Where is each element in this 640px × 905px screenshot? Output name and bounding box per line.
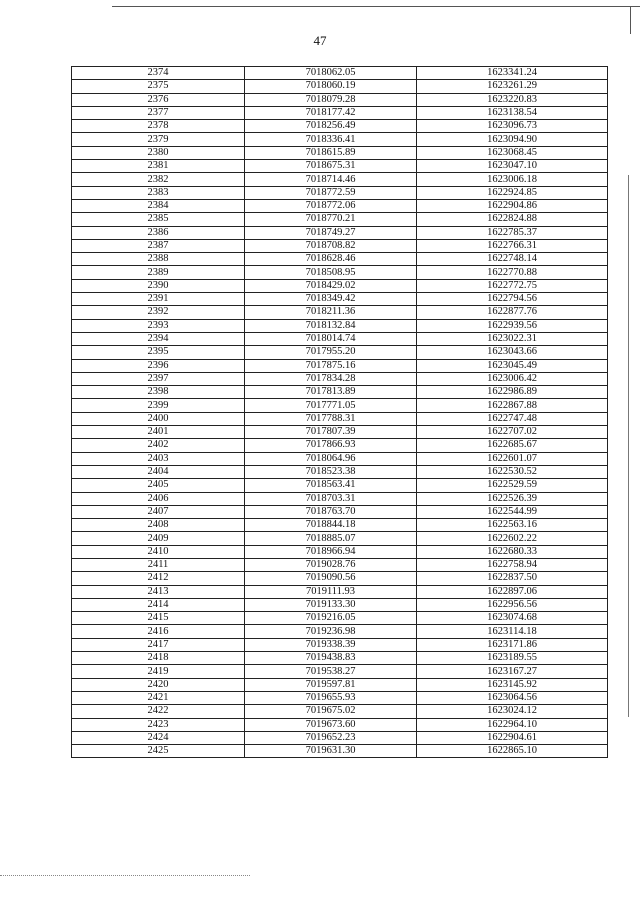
point-number-cell: 2408 — [72, 519, 245, 532]
y-coordinate-cell: 1622867.88 — [417, 399, 608, 412]
point-number-cell: 2381 — [72, 160, 245, 173]
point-number-cell: 2416 — [72, 625, 245, 638]
y-coordinate-cell: 1622877.76 — [417, 306, 608, 319]
y-coordinate-cell: 1623114.18 — [417, 625, 608, 638]
x-coordinate-cell: 7019090.56 — [245, 572, 417, 585]
table-row — [72, 173, 608, 186]
y-coordinate-cell: 1623145.92 — [417, 678, 608, 691]
point-number-cell: 2398 — [72, 386, 245, 399]
x-coordinate-cell: 7017771.05 — [245, 399, 417, 412]
y-coordinate-cell: 1622748.14 — [417, 253, 608, 266]
table-row — [72, 226, 608, 239]
table-row — [72, 678, 608, 691]
x-coordinate-cell: 7018177.42 — [245, 106, 417, 119]
x-coordinate-cell: 7018062.05 — [245, 67, 417, 80]
table-row — [72, 120, 608, 133]
x-coordinate-cell: 7019655.93 — [245, 691, 417, 704]
table-row — [72, 213, 608, 226]
table-row — [72, 266, 608, 279]
point-number-cell: 2404 — [72, 465, 245, 478]
table-row — [72, 705, 608, 718]
table-row — [72, 652, 608, 665]
point-number-cell: 2403 — [72, 452, 245, 465]
table-row — [72, 745, 608, 758]
point-number-cell: 2391 — [72, 293, 245, 306]
point-number-cell: 2383 — [72, 186, 245, 199]
x-coordinate-cell: 7018628.46 — [245, 253, 417, 266]
y-coordinate-cell: 1622766.31 — [417, 239, 608, 252]
point-number-cell: 2390 — [72, 279, 245, 292]
x-coordinate-cell: 7018749.27 — [245, 226, 417, 239]
y-coordinate-cell: 1622794.56 — [417, 293, 608, 306]
point-number-cell: 2410 — [72, 545, 245, 558]
x-coordinate-cell: 7018132.84 — [245, 319, 417, 332]
y-coordinate-cell: 1623094.90 — [417, 133, 608, 146]
point-number-cell: 2384 — [72, 199, 245, 212]
y-coordinate-cell: 1622685.67 — [417, 439, 608, 452]
y-coordinate-cell: 1622772.75 — [417, 279, 608, 292]
table-row — [72, 93, 608, 106]
table-row — [72, 585, 608, 598]
y-coordinate-cell: 1623074.68 — [417, 612, 608, 625]
point-number-cell: 2423 — [72, 718, 245, 731]
x-coordinate-cell: 7019631.30 — [245, 745, 417, 758]
y-coordinate-cell: 1623006.42 — [417, 372, 608, 385]
table-row — [72, 293, 608, 306]
x-coordinate-cell: 7018770.21 — [245, 213, 417, 226]
point-number-cell: 2409 — [72, 532, 245, 545]
y-coordinate-cell: 1623022.31 — [417, 332, 608, 345]
point-number-cell: 2379 — [72, 133, 245, 146]
point-number-cell: 2396 — [72, 359, 245, 372]
x-coordinate-cell: 7017834.28 — [245, 372, 417, 385]
y-coordinate-cell: 1623006.18 — [417, 173, 608, 186]
table-row — [72, 731, 608, 744]
point-number-cell: 2386 — [72, 226, 245, 239]
x-coordinate-cell: 7018772.59 — [245, 186, 417, 199]
point-number-cell: 2394 — [72, 332, 245, 345]
x-coordinate-cell: 7018508.95 — [245, 266, 417, 279]
y-coordinate-cell: 1622964.10 — [417, 718, 608, 731]
x-coordinate-cell: 7019438.83 — [245, 652, 417, 665]
point-number-cell: 2395 — [72, 346, 245, 359]
y-coordinate-cell: 1623024.12 — [417, 705, 608, 718]
table-row — [72, 67, 608, 80]
x-coordinate-cell: 7019236.98 — [245, 625, 417, 638]
scan-edge-line — [628, 175, 629, 717]
x-coordinate-cell: 7018256.49 — [245, 120, 417, 133]
y-coordinate-cell: 1622956.56 — [417, 598, 608, 611]
y-coordinate-cell: 1623043.66 — [417, 346, 608, 359]
x-coordinate-cell: 7019133.30 — [245, 598, 417, 611]
y-coordinate-cell: 1622837.50 — [417, 572, 608, 585]
point-number-cell: 2412 — [72, 572, 245, 585]
table-row — [72, 492, 608, 505]
footer-rule — [0, 875, 250, 876]
x-coordinate-cell: 7019673.60 — [245, 718, 417, 731]
point-number-cell: 2415 — [72, 612, 245, 625]
x-coordinate-cell: 7018714.46 — [245, 173, 417, 186]
table-row — [72, 160, 608, 173]
y-coordinate-cell: 1622986.89 — [417, 386, 608, 399]
y-coordinate-cell: 1622747.48 — [417, 412, 608, 425]
table-row — [72, 426, 608, 439]
x-coordinate-cell: 7018064.96 — [245, 452, 417, 465]
y-coordinate-cell: 1622563.16 — [417, 519, 608, 532]
table-row — [72, 479, 608, 492]
x-coordinate-cell: 7018675.31 — [245, 160, 417, 173]
point-number-cell: 2400 — [72, 412, 245, 425]
y-coordinate-cell: 1622530.52 — [417, 465, 608, 478]
x-coordinate-cell: 7019652.23 — [245, 731, 417, 744]
point-number-cell: 2380 — [72, 146, 245, 159]
x-coordinate-cell: 7017875.16 — [245, 359, 417, 372]
x-coordinate-cell: 7018763.70 — [245, 505, 417, 518]
y-coordinate-cell: 1623096.73 — [417, 120, 608, 133]
table-row — [72, 465, 608, 478]
x-coordinate-cell: 7018523.38 — [245, 465, 417, 478]
table-row — [72, 612, 608, 625]
table-row — [72, 505, 608, 518]
x-coordinate-cell: 7019028.76 — [245, 558, 417, 571]
table-row — [72, 359, 608, 372]
point-number-cell: 2397 — [72, 372, 245, 385]
page-edge-line — [630, 6, 631, 34]
y-coordinate-cell: 1622526.39 — [417, 492, 608, 505]
table-row — [72, 319, 608, 332]
point-number-cell: 2388 — [72, 253, 245, 266]
y-coordinate-cell: 1623220.83 — [417, 93, 608, 106]
table-row — [72, 572, 608, 585]
y-coordinate-cell: 1622529.59 — [417, 479, 608, 492]
x-coordinate-cell: 7019111.93 — [245, 585, 417, 598]
point-number-cell: 2387 — [72, 239, 245, 252]
point-number-cell: 2401 — [72, 426, 245, 439]
x-coordinate-cell: 7017788.31 — [245, 412, 417, 425]
point-number-cell: 2420 — [72, 678, 245, 691]
x-coordinate-cell: 7018429.02 — [245, 279, 417, 292]
point-number-cell: 2414 — [72, 598, 245, 611]
table-row — [72, 439, 608, 452]
point-number-cell: 2378 — [72, 120, 245, 133]
point-number-cell: 2422 — [72, 705, 245, 718]
y-coordinate-cell: 1623138.54 — [417, 106, 608, 119]
y-coordinate-cell: 1622680.33 — [417, 545, 608, 558]
table-row — [72, 452, 608, 465]
y-coordinate-cell: 1622770.88 — [417, 266, 608, 279]
y-coordinate-cell: 1623341.24 — [417, 67, 608, 80]
point-number-cell: 2392 — [72, 306, 245, 319]
y-coordinate-cell: 1622897.06 — [417, 585, 608, 598]
x-coordinate-cell: 7018885.07 — [245, 532, 417, 545]
table-row — [72, 718, 608, 731]
table-row — [72, 386, 608, 399]
x-coordinate-cell: 7018079.28 — [245, 93, 417, 106]
x-coordinate-cell: 7018844.18 — [245, 519, 417, 532]
x-coordinate-cell: 7018563.41 — [245, 479, 417, 492]
table-row — [72, 239, 608, 252]
point-number-cell: 2418 — [72, 652, 245, 665]
point-number-cell: 2377 — [72, 106, 245, 119]
y-coordinate-cell: 1623047.10 — [417, 160, 608, 173]
table-row — [72, 412, 608, 425]
x-coordinate-cell: 7017955.20 — [245, 346, 417, 359]
top-rule — [112, 6, 640, 7]
y-coordinate-cell: 1623064.56 — [417, 691, 608, 704]
table-row — [72, 106, 608, 119]
coordinates-table — [71, 66, 608, 758]
x-coordinate-cell: 7018336.41 — [245, 133, 417, 146]
x-coordinate-cell: 7019597.81 — [245, 678, 417, 691]
table-row — [72, 665, 608, 678]
table-row — [72, 372, 608, 385]
y-coordinate-cell: 1622601.07 — [417, 452, 608, 465]
coordinates-table-body — [72, 67, 608, 758]
table-row — [72, 625, 608, 638]
x-coordinate-cell: 7017866.93 — [245, 439, 417, 452]
point-number-cell: 2407 — [72, 505, 245, 518]
table-row — [72, 306, 608, 319]
point-number-cell: 2406 — [72, 492, 245, 505]
x-coordinate-cell: 7019338.39 — [245, 638, 417, 651]
point-number-cell: 2421 — [72, 691, 245, 704]
y-coordinate-cell: 1623261.29 — [417, 80, 608, 93]
y-coordinate-cell: 1622707.02 — [417, 426, 608, 439]
table-row — [72, 279, 608, 292]
point-number-cell: 2375 — [72, 80, 245, 93]
table-row — [72, 691, 608, 704]
x-coordinate-cell: 7018708.82 — [245, 239, 417, 252]
x-coordinate-cell: 7017813.89 — [245, 386, 417, 399]
table-row — [72, 199, 608, 212]
page-number: 47 — [313, 33, 327, 48]
x-coordinate-cell: 7018211.36 — [245, 306, 417, 319]
point-number-cell: 2374 — [72, 67, 245, 80]
y-coordinate-cell: 1623171.86 — [417, 638, 608, 651]
table-row — [72, 519, 608, 532]
point-number-cell: 2413 — [72, 585, 245, 598]
table-row — [72, 332, 608, 345]
x-coordinate-cell: 7019538.27 — [245, 665, 417, 678]
point-number-cell: 2424 — [72, 731, 245, 744]
point-number-cell: 2385 — [72, 213, 245, 226]
x-coordinate-cell: 7018703.31 — [245, 492, 417, 505]
x-coordinate-cell: 7017807.39 — [245, 426, 417, 439]
table-row — [72, 253, 608, 266]
x-coordinate-cell: 7018615.89 — [245, 146, 417, 159]
x-coordinate-cell: 7018014.74 — [245, 332, 417, 345]
x-coordinate-cell: 7019216.05 — [245, 612, 417, 625]
point-number-cell: 2382 — [72, 173, 245, 186]
point-number-cell: 2411 — [72, 558, 245, 571]
point-number-cell: 2417 — [72, 638, 245, 651]
x-coordinate-cell: 7018349.42 — [245, 293, 417, 306]
table-row — [72, 532, 608, 545]
point-number-cell: 2402 — [72, 439, 245, 452]
point-number-cell: 2405 — [72, 479, 245, 492]
table-row — [72, 558, 608, 571]
table-row — [72, 146, 608, 159]
x-coordinate-cell: 7018060.19 — [245, 80, 417, 93]
point-number-cell: 2419 — [72, 665, 245, 678]
y-coordinate-cell: 1623189.55 — [417, 652, 608, 665]
y-coordinate-cell: 1623167.27 — [417, 665, 608, 678]
point-number-cell: 2393 — [72, 319, 245, 332]
x-coordinate-cell: 7018966.94 — [245, 545, 417, 558]
point-number-cell: 2376 — [72, 93, 245, 106]
y-coordinate-cell: 1622904.86 — [417, 199, 608, 212]
y-coordinate-cell: 1622602.22 — [417, 532, 608, 545]
y-coordinate-cell: 1623068.45 — [417, 146, 608, 159]
point-number-cell: 2399 — [72, 399, 245, 412]
x-coordinate-cell: 7019675.02 — [245, 705, 417, 718]
table-row — [72, 346, 608, 359]
y-coordinate-cell: 1622924.85 — [417, 186, 608, 199]
y-coordinate-cell: 1622939.56 — [417, 319, 608, 332]
y-coordinate-cell: 1622785.37 — [417, 226, 608, 239]
y-coordinate-cell: 1623045.49 — [417, 359, 608, 372]
table-row — [72, 133, 608, 146]
y-coordinate-cell: 1622758.94 — [417, 558, 608, 571]
table-row — [72, 80, 608, 93]
table-row — [72, 186, 608, 199]
table-row — [72, 545, 608, 558]
table-row — [72, 399, 608, 412]
point-number-cell: 2389 — [72, 266, 245, 279]
x-coordinate-cell: 7018772.06 — [245, 199, 417, 212]
point-number-cell: 2425 — [72, 745, 245, 758]
y-coordinate-cell: 1622824.88 — [417, 213, 608, 226]
y-coordinate-cell: 1622865.10 — [417, 745, 608, 758]
table-row — [72, 598, 608, 611]
y-coordinate-cell: 1622544.99 — [417, 505, 608, 518]
y-coordinate-cell: 1622904.61 — [417, 731, 608, 744]
table-row — [72, 638, 608, 651]
